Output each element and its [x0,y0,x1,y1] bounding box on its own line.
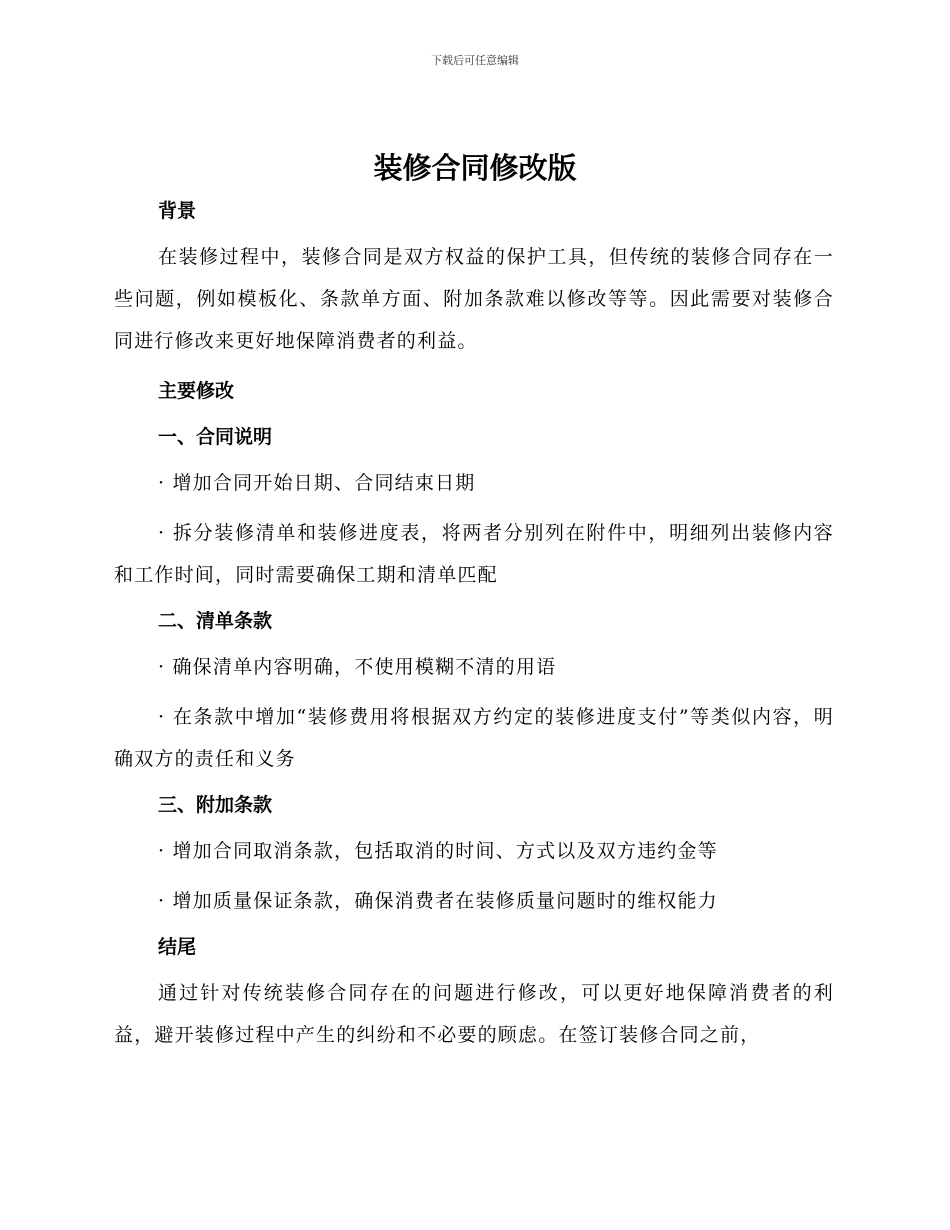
list-item: · 确保清单内容明确，不使用模糊不清的用语 [158,656,557,678]
heading-main-changes: 主要修改 [158,380,235,402]
heading-part1: 一、合同说明 [158,426,273,448]
list-item: · 拆分装修清单和装修进度表，将两者分别列在附件中，明细列出装修内容和工作时间，同时需要确保工期和清单匹配 [114,522,834,586]
list-item: · 增加合同取消条款，包括取消的时间、方式以及双方违约金等 [158,840,718,862]
page-header-note: 下载后可任意编辑 [431,54,519,67]
list-item: · 增加质量保证条款，确保消费者在装修质量问题时的维权能力 [158,890,718,912]
heading-background: 背景 [158,200,197,222]
list-item: · 增加合同开始日期、合同结束日期 [158,472,476,494]
heading-part2: 二、清单条款 [158,610,273,632]
document-title: 装修合同修改版 [373,151,577,185]
heading-part3: 三、附加条款 [158,794,273,816]
paragraph-ending: 通过针对传统装修合同存在的问题进行修改，可以更好地保障消费者的利益，避开装修过程中产生的纠纷和不必要的顾虑。在签订装修合同之前， [114,982,834,1046]
document-body [114,194,834,1056]
paragraph-background: 在装修过程中，装修合同是双方权益的保护工具，但传统的装修合同存在一些问题，例如模板化、条款单方面、附加条款难以修改等等。因此需要对装修合同进行修改来更好地保障消费者的利益。 [114,246,834,352]
heading-ending: 结尾 [158,936,197,958]
list-item: · 在条款中增加“装修费用将根据双方约定的装修进度支付”等类似内容，明确双方的责任和义务 [114,706,834,770]
